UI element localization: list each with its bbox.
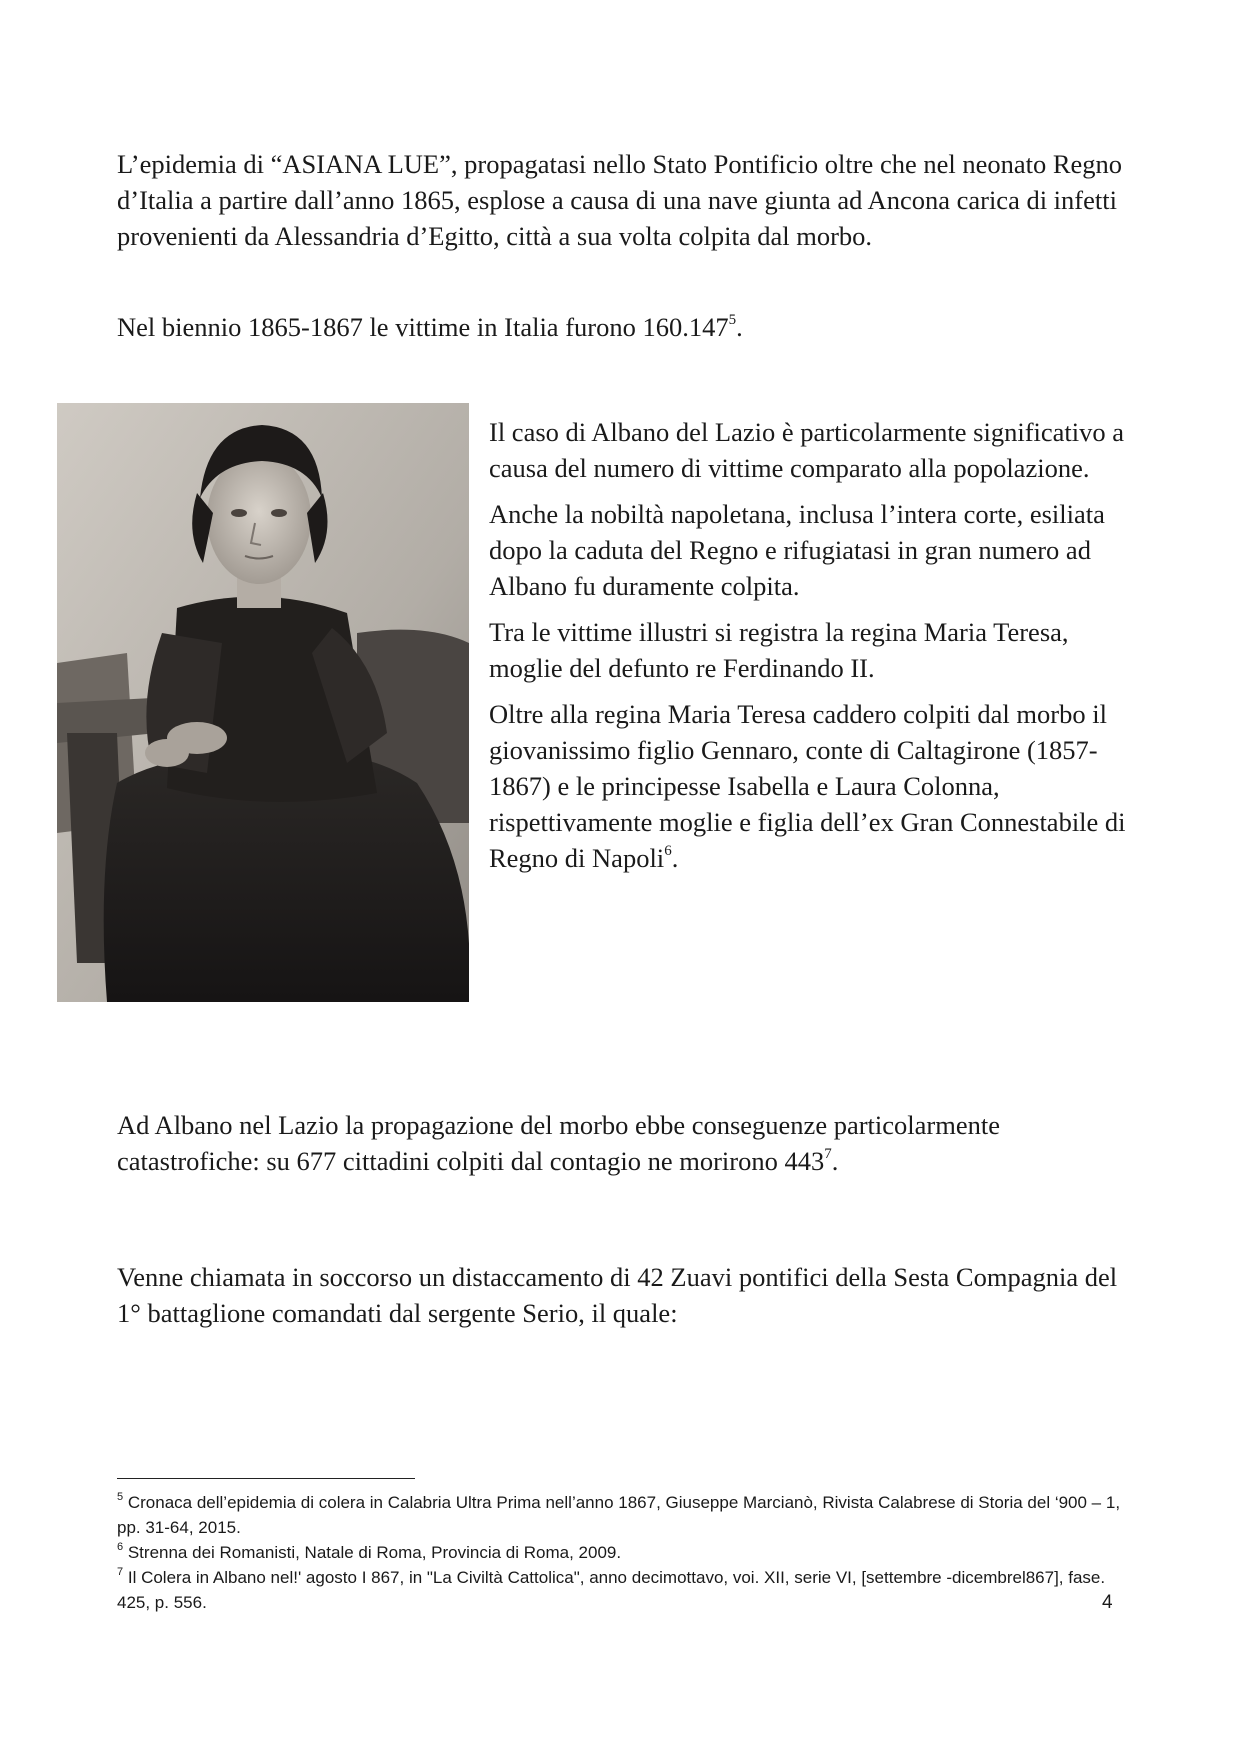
other-victims-paragraph — [489, 696, 1129, 876]
footnote-5-text: Cronaca dell’epidemia di colera in Calabria Ultra Prima nell’anno 1867, Giuseppe Marcianò, Rivista Calabrese di Storia del ‘900 – 1, pp. 31-64, 2015. — [117, 1493, 1121, 1537]
albano-spread-paragraph — [117, 1107, 1127, 1179]
footnote-ref-5[interactable]: 5 — [728, 312, 737, 329]
footnote-7-text: Il Colera in Albano nel!' agosto I 867, in "La Civiltà Cattolica", anno decimottavo, voi. XII, serie VI, [settembre -dicembrel867], fase. 425, p. 556. — [117, 1568, 1106, 1612]
footnote-ref-6[interactable]: 6 — [664, 843, 672, 860]
side-text-column — [489, 414, 1129, 886]
albano-case-paragraph: Il caso di Albano del Lazio è particolarmente significativo a causa del numero di vittime comparato alla popolazione. — [489, 417, 1125, 483]
footnote-6 — [117, 1540, 1127, 1565]
zuavi-paragraph: Venne chiamata in soccorso un distaccamento di 42 Zuavi pontifici della Sesta Compagnia del 1° battaglione comandati dal sergente Serio, il quale: — [117, 1262, 1118, 1328]
illustrious-victims-paragraph: Tra le vittime illustri si registra la regina Maria Teresa, moglie del defunto re Ferdinando II. — [489, 617, 1069, 683]
albano-spread-text: Ad Albano nel Lazio la propagazione del morbo ebbe conseguenze particolarmente catastrofiche: su 677 cittadini colpiti dal contagio ne morirono 443 — [117, 1110, 1000, 1176]
nobility-paragraph: Anche la nobiltà napoletana, inclusa l’intera corte, esiliata dopo la caduta del Regno e rifugiatasi in gran numero ad Albano fu duramente colpita. — [489, 499, 1105, 601]
footnote-6-text: Strenna dei Romanisti, Natale di Roma, Provincia di Roma, 2009. — [123, 1543, 622, 1562]
footnote-6-ref: 6 — [117, 1541, 124, 1554]
footnote-5 — [117, 1490, 1127, 1540]
footnote-ref-7[interactable]: 7 — [824, 1146, 832, 1163]
footnotes — [117, 1490, 1127, 1615]
victims-text: Nel biennio 1865-1867 le vittime in Italia furono 160.147 — [117, 312, 729, 342]
other-victims-text: Oltre alla regina Maria Teresa caddero colpiti dal morbo il giovanissimo figlio Gennaro, conte di Caltagirone (1857-1867) e le principesse Isabella e Laura Colonna, rispettivamente moglie e figlia dell’ex Gran Connestabile di Regno di Napoli — [489, 699, 1126, 873]
victims-end: . — [736, 312, 743, 342]
intro-paragraph: L’epidemia di “ASIANA LUE”, propagatasi nello Stato Pontificio oltre che nel neonato Regno d’Italia a partire dall’anno 1865, esplose a causa di una nave giunta ad Ancona carica di infetti provenienti da Alessandria d’Egitto, città a sua volta colpita dal morbo. — [117, 149, 1123, 251]
other-victims-end: . — [671, 843, 679, 873]
footnote-5-ref: 5 — [117, 1491, 124, 1504]
victims-paragraph — [117, 309, 1127, 345]
albano-spread-end: . — [831, 1146, 839, 1176]
footnote-7-ref: 7 — [117, 1566, 124, 1579]
portrait-photo — [57, 403, 469, 1002]
footnote-separator — [117, 1478, 415, 1479]
page-number: 4 — [1102, 1592, 1113, 1613]
footnote-7 — [117, 1565, 1127, 1615]
